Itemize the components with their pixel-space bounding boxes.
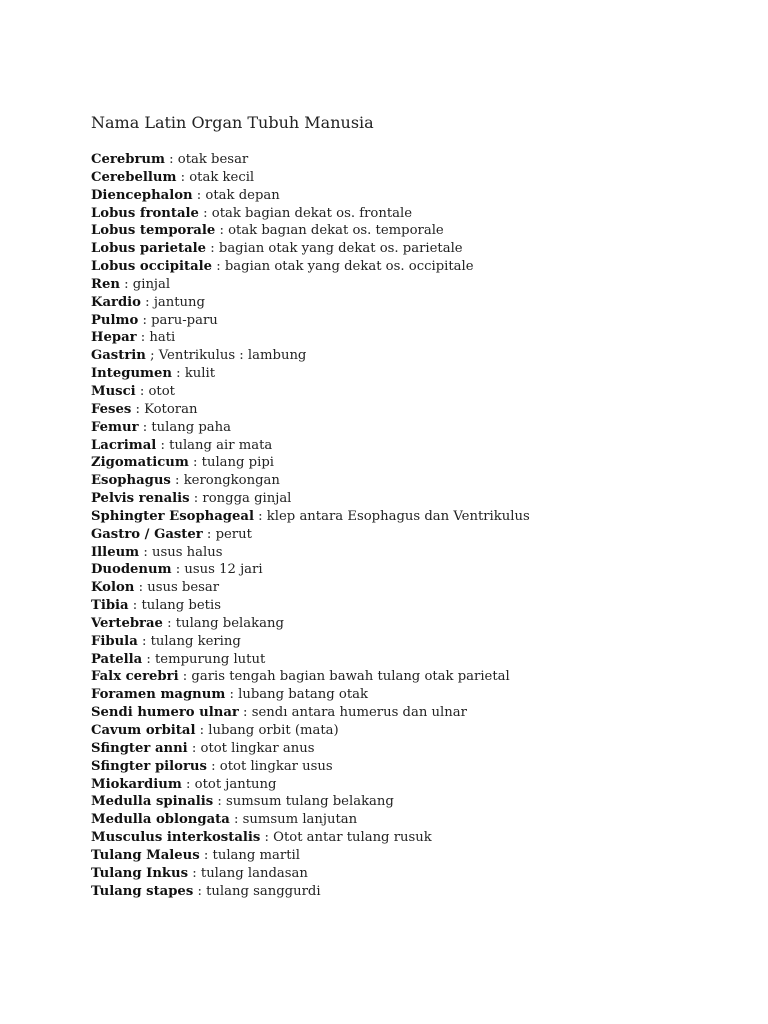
term-row bbox=[91, 169, 731, 187]
term-meaning: sumsum tulang belakang bbox=[226, 794, 394, 810]
latin-term: Cerebrum bbox=[91, 152, 165, 167]
term-separator: : bbox=[253, 508, 267, 524]
term-row bbox=[91, 704, 731, 722]
term-separator: : bbox=[139, 544, 152, 560]
latin-term: Illeum bbox=[91, 544, 140, 560]
term-meaning: lubang orbit (mata) bbox=[208, 723, 339, 738]
latin-term: Ren bbox=[91, 276, 120, 292]
term-meaning: lubang batang otak bbox=[238, 687, 368, 703]
latin-term: Miokardium bbox=[91, 776, 182, 792]
latin-term: Esophagus bbox=[91, 473, 171, 489]
term-meaning: Otot antar tulang rusuk bbox=[273, 830, 432, 846]
term-meaning: rongga ginjal bbox=[202, 491, 292, 507]
term-meaning: tulang betis bbox=[141, 598, 221, 614]
term-meaning: otak besar bbox=[177, 152, 249, 167]
term-meaning: usus besar bbox=[147, 580, 220, 596]
term-meaning: bagian otak yang dekat os. parietale bbox=[218, 241, 463, 257]
term-meaning: sumsum lanjutan bbox=[242, 812, 358, 828]
term-row bbox=[91, 454, 731, 472]
latin-term: Lobus frontale bbox=[91, 205, 199, 221]
term-separator: : bbox=[192, 187, 206, 203]
term-separator: : bbox=[128, 598, 142, 614]
latin-term: Medulla spinalis bbox=[91, 794, 214, 810]
term-separator: : bbox=[187, 740, 201, 756]
latin-term: Cerebellum bbox=[91, 169, 177, 185]
term-row bbox=[91, 258, 731, 276]
term-separator: : bbox=[119, 276, 133, 292]
latin-term: Lobus occipitale bbox=[91, 259, 213, 275]
term-separator: : bbox=[178, 669, 192, 685]
term-meaning: tulang landasan bbox=[200, 865, 308, 881]
document-page bbox=[91, 113, 731, 900]
term-row bbox=[91, 544, 731, 562]
term-separator: : bbox=[140, 294, 154, 310]
term-row bbox=[91, 776, 731, 794]
term-separator: : bbox=[213, 794, 227, 810]
term-separator: : bbox=[229, 812, 243, 828]
term-row bbox=[91, 365, 731, 383]
term-row bbox=[91, 205, 731, 223]
term-meaning: paru-paru bbox=[151, 312, 218, 328]
term-meaning: usus halus bbox=[151, 544, 223, 560]
term-separator: : bbox=[156, 437, 170, 453]
term-meaning: tulang belakang bbox=[175, 615, 284, 631]
term-meaning: Kotoran bbox=[144, 401, 198, 417]
latin-term: Cavum orbital bbox=[91, 723, 196, 738]
term-meaning: kulit bbox=[184, 366, 216, 382]
term-row bbox=[91, 401, 731, 419]
term-meaning: otak kecil bbox=[189, 169, 255, 185]
term-meaning: Ventrikulus : lambung bbox=[158, 348, 307, 364]
latin-term: Hepar bbox=[91, 330, 137, 346]
term-meaning: otak bagian dekat os. frontale bbox=[211, 205, 413, 221]
latin-term: Musci bbox=[91, 383, 136, 399]
term-row bbox=[91, 811, 731, 829]
term-row bbox=[91, 222, 731, 240]
term-row bbox=[91, 329, 731, 347]
term-separator: : bbox=[162, 615, 176, 631]
term-separator: : bbox=[181, 776, 195, 792]
term-meaning: otak depan bbox=[205, 187, 280, 203]
term-separator: : bbox=[195, 723, 209, 738]
term-separator: : bbox=[135, 383, 149, 399]
term-separator: : bbox=[212, 259, 225, 275]
term-row bbox=[91, 294, 731, 312]
term-separator: : bbox=[206, 758, 220, 774]
latin-term: Diencephalon bbox=[91, 187, 193, 203]
term-row bbox=[91, 490, 731, 508]
term-meaning: otot lingkar anus bbox=[200, 740, 315, 756]
term-row bbox=[91, 508, 731, 526]
term-meaning: kerongkongan bbox=[183, 473, 280, 489]
latin-term: Medulla oblongata bbox=[91, 812, 230, 828]
term-row bbox=[91, 472, 731, 490]
latin-term: Femur bbox=[91, 419, 139, 435]
term-row bbox=[91, 651, 731, 669]
latin-term: Pulmo bbox=[91, 312, 139, 328]
term-meaning: tulang kering bbox=[150, 633, 241, 649]
term-meaning: hati bbox=[149, 330, 176, 346]
term-meaning: tulang martil bbox=[212, 847, 300, 863]
term-meaning: tulang pipi bbox=[201, 455, 274, 471]
term-separator: : bbox=[193, 883, 207, 899]
term-meaning: tulang paha bbox=[151, 419, 232, 435]
term-separator: : bbox=[225, 687, 239, 703]
term-meaning: jantung bbox=[153, 294, 205, 310]
latin-term: Lacrimal bbox=[91, 437, 157, 453]
term-meaning: usus 12 jari bbox=[184, 562, 263, 578]
latin-term: Sfingter anni bbox=[91, 740, 188, 756]
document-title: Nama Latin Organ Tubuh Manusia bbox=[91, 113, 374, 132]
term-row bbox=[91, 579, 731, 597]
term-separator: : bbox=[188, 455, 202, 471]
term-meaning: ginjal bbox=[132, 276, 171, 292]
term-separator: : bbox=[171, 562, 185, 578]
term-separator: : bbox=[238, 705, 252, 721]
latin-term: Kolon bbox=[91, 580, 135, 596]
latin-term: Feses bbox=[91, 401, 132, 417]
term-separator: : bbox=[206, 241, 219, 257]
term-row bbox=[91, 561, 731, 579]
latin-term: Tulang stapes bbox=[91, 883, 194, 899]
latin-term: Tulang Inkus bbox=[91, 865, 189, 881]
term-meaning: bagian otak yang dekat os. occipitale bbox=[224, 259, 474, 275]
latin-term: Integumen bbox=[91, 366, 172, 382]
term-row bbox=[91, 793, 731, 811]
term-row bbox=[91, 419, 731, 437]
latin-term: Zigomaticum bbox=[91, 455, 189, 471]
term-separator: ; bbox=[145, 348, 159, 364]
latin-term: Duodenum bbox=[91, 562, 172, 578]
term-list bbox=[91, 151, 731, 900]
latin-term: Kardio bbox=[91, 294, 141, 310]
term-row bbox=[91, 847, 731, 865]
term-separator: : bbox=[199, 847, 213, 863]
term-separator: : bbox=[188, 865, 201, 881]
term-separator: : bbox=[131, 401, 145, 417]
term-separator: : bbox=[198, 205, 212, 221]
term-separator: : bbox=[215, 223, 229, 239]
term-meaning: tempurung lutut bbox=[154, 651, 266, 667]
term-separator: : bbox=[176, 169, 190, 185]
term-row bbox=[91, 615, 731, 633]
term-meaning: otak bagıan dekat os. temporale bbox=[228, 223, 444, 239]
term-row bbox=[91, 829, 731, 847]
term-row bbox=[91, 240, 731, 258]
latin-term: Patella bbox=[91, 651, 143, 667]
term-separator: : bbox=[202, 526, 216, 542]
latin-term: Gastrin bbox=[91, 348, 146, 364]
latin-term: Fibula bbox=[91, 633, 138, 649]
term-meaning: otot jantung bbox=[194, 776, 277, 792]
term-row bbox=[91, 276, 731, 294]
latin-term: Sendi humero ulnar bbox=[91, 705, 239, 721]
term-row bbox=[91, 187, 731, 205]
latin-term: Sfingter pilorus bbox=[91, 758, 207, 774]
term-row bbox=[91, 758, 731, 776]
term-meaning: garis tengah bagian bawah tulang otak parietal bbox=[191, 669, 510, 685]
term-meaning: sendı antara humerus dan ulnar bbox=[251, 705, 467, 721]
term-separator: : bbox=[170, 473, 184, 489]
term-row bbox=[91, 722, 731, 740]
term-separator: : bbox=[164, 152, 178, 167]
latin-term: Musculus interkostalis bbox=[91, 830, 261, 846]
term-separator: : bbox=[171, 366, 185, 382]
term-meaning: klep antara Esophagus dan Ventrikulus bbox=[266, 508, 530, 524]
term-row bbox=[91, 383, 731, 401]
term-separator: : bbox=[134, 580, 148, 596]
latin-term: Pelvis renalis bbox=[91, 491, 190, 507]
latin-term: Tibia bbox=[91, 598, 129, 614]
term-meaning: otot bbox=[148, 383, 175, 399]
term-separator: : bbox=[142, 651, 155, 667]
latin-term: Falx cerebri bbox=[91, 669, 179, 685]
term-separator: : bbox=[138, 419, 152, 435]
latin-term: Lobus parietale bbox=[91, 241, 207, 257]
term-meaning: tulang sanggurdi bbox=[206, 883, 321, 899]
term-row bbox=[91, 740, 731, 758]
term-row bbox=[91, 633, 731, 651]
term-row bbox=[91, 883, 731, 901]
term-row bbox=[91, 347, 731, 365]
term-separator: : bbox=[138, 312, 152, 328]
term-separator: : bbox=[136, 330, 150, 346]
latin-term: Lobus temporale bbox=[91, 223, 216, 239]
term-row bbox=[91, 526, 731, 544]
term-separator: : bbox=[189, 491, 203, 507]
term-meaning: tulang air mata bbox=[169, 437, 273, 453]
term-row bbox=[91, 865, 731, 883]
latin-term: Tulang Maleus bbox=[91, 847, 200, 863]
term-meaning: perut bbox=[215, 526, 252, 542]
term-row bbox=[91, 668, 731, 686]
term-separator: : bbox=[137, 633, 151, 649]
latin-term: Gastro / Gaster bbox=[91, 526, 203, 542]
term-row bbox=[91, 151, 731, 169]
latin-term: Foramen magnum bbox=[91, 687, 226, 703]
latin-term: Vertebrae bbox=[91, 615, 163, 631]
term-separator: : bbox=[260, 830, 274, 846]
term-row bbox=[91, 686, 731, 704]
term-row bbox=[91, 437, 731, 455]
term-row bbox=[91, 312, 731, 330]
term-row bbox=[91, 597, 731, 615]
term-meaning: otot lingkar usus bbox=[219, 758, 333, 774]
latin-term: Sphingter Esophageal bbox=[91, 508, 254, 524]
